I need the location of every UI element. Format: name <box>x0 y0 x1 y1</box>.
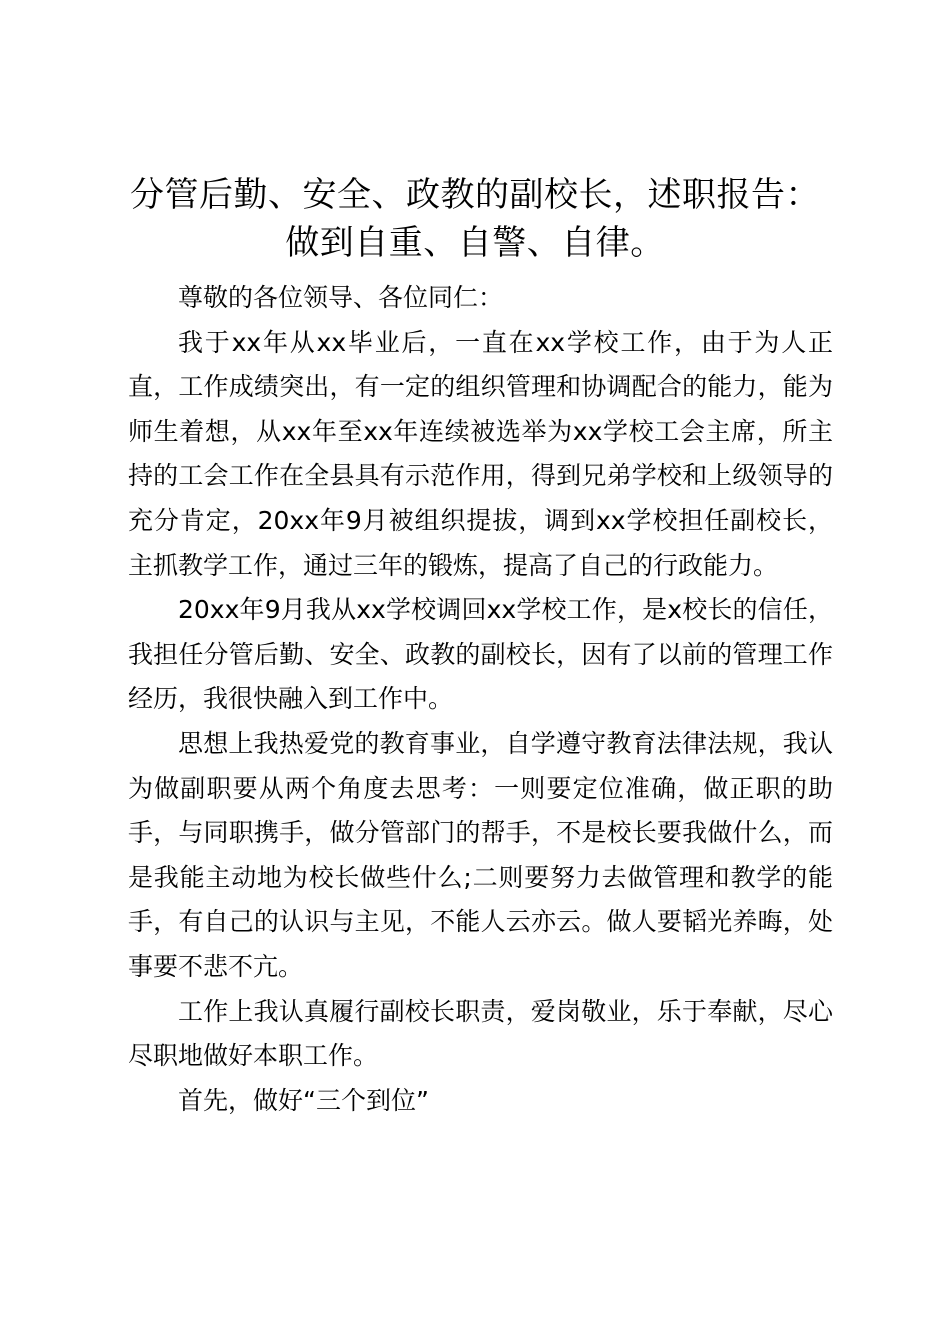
paragraph-appointment: 20xx年9月我从xx学校调回xx学校工作，是x校长的信任，我担任分管后勤、安全、政教的副校长，因有了以前的管理工作经历，我很快融入到工作中。 <box>128 595 833 714</box>
title-line-1: 分管后勤、安全、政教的副校长，述职报告： <box>130 175 820 215</box>
document-body <box>128 276 833 1123</box>
paragraph-first-point: 首先，做好“三个到位” <box>178 1085 429 1115</box>
title-line-2: 做到自重、自警、自律。 <box>285 223 665 263</box>
document-title <box>110 171 840 267</box>
paragraph-salutation: 尊敬的各位领导、各位同仁： <box>178 283 504 312</box>
paragraph-work: 工作上我认真履行副校长职责，爱岗敬业，乐于奉献，尽心尽职地做好本职工作。 <box>128 996 833 1071</box>
paragraph-background: 我于xx年从xx毕业后，一直在xx学校工作，由于为人正直，工作成绩突出，有一定的组织管理和协调配合的能力，能为师生着想，从xx年至xx年连续被选举为xx学校工会主席，所主持的工会工作在全县具有示范作用，得到兄弟学校和上级领导的充分肯定，20xx年9月被组织提拔，调到xx学校担任副校长，主抓教学工作，通过三年的锻炼，提高了自己的行政能力。 <box>128 327 833 580</box>
paragraph-ideology: 思想上我热爱党的教育事业，自学遵守教育法律法规，我认为做副职要从两个角度去思考：一则要定位准确，做正职的助手，与同职携手，做分管部门的帮手，不是校长要我做什么，而是我能主动地为校长做些什么;二则要努力去做管理和教学的能手，有自己的认识与主见，不能人云亦云。做人要韬光养晦，处事要不悲不亢。 <box>128 728 833 981</box>
